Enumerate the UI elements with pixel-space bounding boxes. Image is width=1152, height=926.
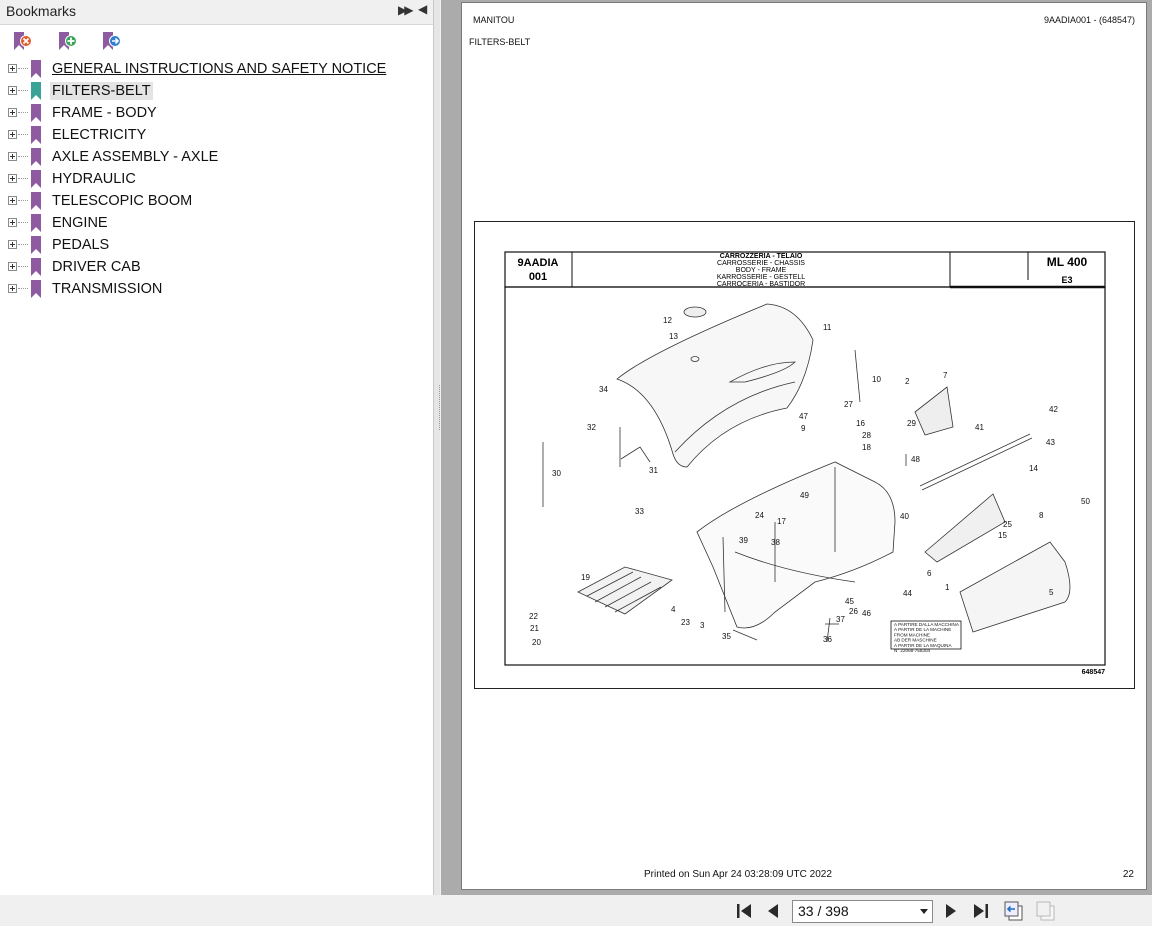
- part-callout: 21: [530, 624, 539, 633]
- expand-node-icon[interactable]: [8, 196, 17, 205]
- tree-connector: [18, 266, 28, 267]
- bookmark-label: FILTERS-BELT: [52, 83, 151, 99]
- part-callout: 28: [862, 431, 871, 440]
- tree-connector: [18, 90, 28, 91]
- last-page-icon[interactable]: [972, 903, 990, 919]
- part-callout: 46: [862, 609, 871, 618]
- page-selector-value: 33 / 398: [798, 903, 849, 919]
- part-callout: 22: [529, 612, 538, 621]
- page-selector[interactable]: [792, 900, 933, 923]
- go-to-bookmark-icon[interactable]: [100, 30, 122, 52]
- figure-code-1: 9AADIA: [517, 257, 559, 269]
- delete-bookmark-icon[interactable]: [11, 30, 33, 52]
- bookmarks-title: Bookmarks: [6, 3, 77, 19]
- part-callout: 11: [823, 323, 832, 332]
- page-number: 22: [1122, 869, 1134, 880]
- expand-node-icon[interactable]: [8, 284, 17, 293]
- bookmark-flag-icon: [30, 126, 42, 144]
- part-callout: 33: [635, 507, 644, 516]
- bookmark-label: TRANSMISSION: [52, 281, 163, 297]
- figure-title-line: BODY - FRAME: [735, 267, 787, 274]
- serial-note: [891, 621, 961, 653]
- serial-note-line: AB DER MASCHINE: [894, 637, 937, 643]
- title-block: [505, 252, 1105, 288]
- bookmark-flag-icon: [30, 60, 42, 78]
- part-callout: 24: [755, 511, 764, 520]
- bookmark-label: ELECTRICITY: [52, 127, 147, 143]
- page-header-left: MANITOU: [473, 15, 515, 25]
- part-callout: 10: [872, 375, 881, 384]
- part-callout: 5: [1049, 588, 1054, 597]
- exploded-view-drawing: [543, 304, 1070, 642]
- part-callout: 25: [1003, 520, 1012, 529]
- part-callout: 36: [823, 635, 832, 644]
- part-callout: 49: [800, 491, 809, 500]
- part-callout: 17: [777, 517, 786, 526]
- bookmark-label: FRAME - BODY: [52, 105, 157, 121]
- part-callout: 8: [1039, 511, 1044, 520]
- bookmark-label: PEDALS: [52, 237, 110, 253]
- figure-title-line: CARROSSERIE - CHASSIS: [717, 260, 805, 267]
- bookmark-flag-icon: [30, 236, 42, 254]
- part-callout: 30: [552, 469, 561, 478]
- part-callout: 42: [1049, 405, 1058, 414]
- part-callout: 41: [975, 423, 984, 432]
- bookmark-flag-icon: [30, 104, 42, 122]
- part-callout: 32: [587, 423, 596, 432]
- part-callout: 45: [845, 597, 854, 606]
- page-navigation-bar: [0, 895, 1152, 926]
- bookmark-item[interactable]: [0, 234, 433, 256]
- expand-node-icon[interactable]: [8, 64, 17, 73]
- bookmark-item[interactable]: [0, 146, 433, 168]
- bookmark-label: ENGINE: [52, 215, 108, 231]
- bookmark-item[interactable]: [0, 168, 433, 190]
- expand-node-icon[interactable]: [8, 130, 17, 139]
- part-callout: 19: [581, 573, 590, 582]
- bookmark-item[interactable]: [0, 190, 433, 212]
- serial-note-line: FROM MACHINE: [894, 632, 930, 638]
- go-forward-icon[interactable]: [1034, 900, 1056, 922]
- serial-note-line: A PARTIRE DALLA MACCHINA: [894, 622, 959, 627]
- figure-model-sub: E3: [1061, 275, 1073, 285]
- expand-node-icon[interactable]: [8, 174, 17, 183]
- figure-title-line: CARROCERIA - BASTIDOR: [716, 281, 806, 288]
- part-callout: 14: [1029, 464, 1038, 473]
- page-footer-printed: Printed on Sun Apr 24 03:28:09 UTC 2022: [644, 869, 832, 880]
- tree-connector: [18, 200, 28, 201]
- bookmark-flag-icon: [30, 170, 42, 188]
- serial-note-line: A PARTIR DE LA MACHINE: [894, 627, 952, 633]
- part-callout: 12: [663, 316, 672, 325]
- expand-node-icon[interactable]: [8, 152, 17, 161]
- drawing-number: 648547: [1081, 669, 1105, 676]
- next-page-icon[interactable]: [944, 903, 958, 919]
- part-callout: 20: [532, 638, 541, 647]
- part-callout: 13: [669, 332, 678, 341]
- bookmark-item[interactable]: [0, 102, 433, 124]
- part-callout: 6: [927, 569, 932, 578]
- part-callout: 31: [649, 466, 658, 475]
- part-callout: 26: [849, 607, 858, 616]
- part-callout: 4: [671, 605, 676, 614]
- figure-title-line: KARROSSERIE - GESTELL: [716, 274, 806, 281]
- part-callout: 47: [799, 412, 808, 421]
- part-callout: 29: [907, 419, 916, 428]
- page-section-title: FILTERS-BELT: [469, 37, 531, 47]
- figure-model: ML 400: [1046, 255, 1088, 269]
- expand-node-icon[interactable]: [8, 240, 17, 249]
- bookmark-label: HYDRAULIC: [52, 171, 136, 187]
- bookmark-flag-icon: [30, 214, 42, 232]
- panel-splitter[interactable]: [434, 0, 440, 895]
- part-callout: 16: [856, 419, 865, 428]
- bookmark-item[interactable]: [0, 212, 433, 234]
- parts-figure: [474, 221, 1135, 689]
- bookmarks-panel: [0, 0, 434, 895]
- part-callout: 1: [945, 583, 950, 592]
- expand-node-icon[interactable]: [8, 218, 17, 227]
- chevron-down-icon[interactable]: [920, 909, 928, 914]
- part-callout: 3: [700, 621, 705, 630]
- bookmark-flag-icon: [30, 280, 42, 298]
- part-callout: 9: [801, 424, 806, 433]
- part-callout: 39: [739, 536, 748, 545]
- collapse-panel-icon[interactable]: ◀: [418, 2, 428, 16]
- tree-connector: [18, 288, 28, 289]
- part-callout: 38: [771, 538, 780, 547]
- bookmark-flag-icon: [30, 148, 42, 166]
- part-callout: 37: [836, 615, 845, 624]
- bookmark-item[interactable]: [0, 256, 433, 278]
- tree-connector: [18, 112, 28, 113]
- part-callout: 15: [998, 531, 1007, 540]
- part-callout: 27: [844, 400, 853, 409]
- first-page-icon[interactable]: [735, 903, 753, 919]
- expand-panel-icon[interactable]: ▶▶: [398, 3, 411, 17]
- serial-note-line: N° 22068-758304: [894, 648, 931, 653]
- bookmark-flag-icon: [30, 82, 42, 100]
- bookmark-flag-icon: [30, 258, 42, 276]
- go-back-icon[interactable]: [1002, 900, 1024, 922]
- part-callout: 50: [1081, 497, 1090, 506]
- bookmark-item[interactable]: [0, 80, 433, 102]
- bookmark-label: DRIVER CAB: [52, 259, 141, 275]
- part-callout: 35: [722, 632, 731, 641]
- bookmark-item[interactable]: [0, 278, 433, 300]
- tree-connector: [18, 156, 28, 157]
- tree-connector: [18, 222, 28, 223]
- bookmark-label: TELESCOPIC BOOM: [52, 193, 193, 209]
- bookmark-item[interactable]: [0, 58, 433, 80]
- tree-connector: [18, 244, 28, 245]
- part-callout: 7: [943, 371, 948, 380]
- bookmarks-toolbar: [0, 26, 433, 56]
- expand-node-icon[interactable]: [8, 86, 17, 95]
- serial-note-line: A PARTIR DE LA MAQUINA: [894, 642, 952, 648]
- add-bookmark-icon[interactable]: [56, 30, 78, 52]
- tree-connector: [18, 68, 28, 69]
- part-callout: 44: [903, 589, 912, 598]
- part-callout: 34: [599, 385, 608, 394]
- bookmark-label: AXLE ASSEMBLY - AXLE: [52, 149, 219, 165]
- bookmark-item[interactable]: [0, 124, 433, 146]
- tree-connector: [18, 134, 28, 135]
- figure-title-line: CARROZZERIA - TELAIO: [719, 253, 803, 260]
- part-callout: 48: [911, 455, 920, 464]
- expand-node-icon[interactable]: [8, 108, 17, 117]
- expand-node-icon[interactable]: [8, 262, 17, 271]
- bookmark-label: GENERAL INSTRUCTIONS AND SAFETY NOTICE: [52, 61, 387, 77]
- part-callout: 2: [905, 377, 910, 386]
- figure-code-2: 001: [528, 271, 548, 283]
- tree-connector: [18, 178, 28, 179]
- bookmarks-header: [0, 0, 433, 25]
- bookmark-flag-icon: [30, 192, 42, 210]
- part-callout: 43: [1046, 438, 1055, 447]
- previous-page-icon[interactable]: [766, 903, 780, 919]
- page-header-right: 9AADIA001 - (648547): [1043, 15, 1135, 25]
- part-callout: 23: [681, 618, 690, 627]
- parts-diagram: [475, 222, 1134, 688]
- part-callout: 40: [900, 512, 909, 521]
- part-callout: 18: [862, 443, 871, 452]
